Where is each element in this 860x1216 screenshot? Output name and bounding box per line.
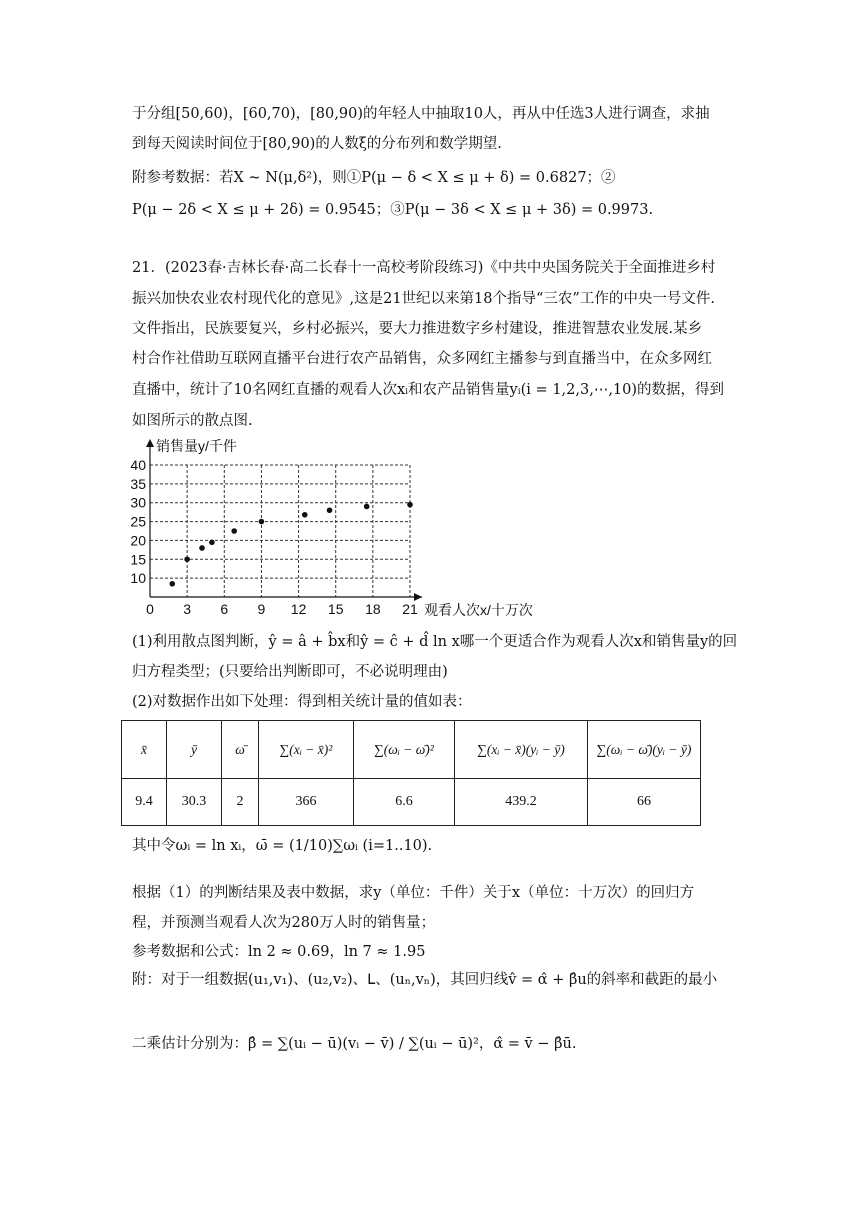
- table-header-cell: ȳ: [167, 721, 222, 779]
- text-line: 附参考数据：若X ~ N(μ,δ²)，则①P(μ − δ < X ≤ μ + δ) = 0.6827；②: [132, 170, 616, 186]
- text-line: 村合作社借助互联网直播平台进行农产品销售，众多网红主播参与到直播当中，在众多网红: [132, 351, 712, 367]
- scatter-point: [302, 512, 308, 518]
- question-21-header: 21．(2023春·吉林长春·高二长春十一高校考阶段练习)《中共中央国务院关于全面推进乡村: [132, 260, 716, 276]
- chart-ticks: [130, 457, 418, 617]
- y-tick-label: 15: [130, 551, 146, 568]
- text-line: 到每天阅读时间位于[80,90)的人数ξ的分布列和数学期望.: [132, 136, 502, 152]
- chart-grid: [150, 465, 410, 597]
- table-cell: 366: [259, 779, 354, 826]
- text-line: 归方程类型；(只要给出判断即可，不必说明理由): [132, 664, 448, 680]
- table-header-cell: ∑(xᵢ − x̄)²: [259, 721, 354, 779]
- table-header-cell: x̄: [122, 721, 167, 779]
- table-header-cell: ∑(ωᵢ − ω̄)(yᵢ − ȳ): [588, 721, 701, 779]
- scatter-point: [231, 528, 237, 534]
- y-axis-label: 销售量y/千件: [156, 438, 237, 454]
- y-axis-arrow: [146, 439, 154, 447]
- x-tick-label: 0: [146, 601, 154, 617]
- statistics-table: [121, 720, 701, 826]
- chart-points: [169, 502, 412, 587]
- text-line: 于分组[50,60)，[60,70)，[80,90)的年轻人中抽取10人，再从中任选3人进行调查，求抽: [132, 106, 710, 122]
- text-line: 振兴加快农业农村现代化的意见》,这是21世纪以来第18个指导“三农”工作的中央一号文件.: [132, 291, 715, 307]
- text-line: P(μ − 2δ < X ≤ μ + 2δ) = 0.9545；③P(μ − 3δ < X ≤ μ + 3δ) = 0.9973.: [132, 202, 654, 218]
- x-tick-label: 18: [365, 601, 381, 617]
- table-row: [122, 779, 701, 826]
- scatter-point: [327, 507, 333, 513]
- y-tick-label: 25: [130, 513, 146, 530]
- scatter-point: [259, 519, 265, 525]
- table-cell: 30.3: [167, 779, 222, 826]
- table-cell: 66: [588, 779, 701, 826]
- table-cell: 2: [222, 779, 259, 826]
- text-line: 文件指出，民族要复兴，乡村必振兴，要大力推进数字乡村建设，推进智慧农业发展.某乡: [132, 321, 703, 337]
- scatter-point: [169, 581, 175, 587]
- text-line: (2)对数据作出如下处理：得到相关统计量的值如表：: [132, 694, 472, 710]
- scatter-point: [184, 556, 190, 562]
- x-axis-label: 观看人次x/十万次: [424, 602, 533, 618]
- text-line: 程，并预测当观看人次为280万人时的销售量；: [132, 915, 436, 931]
- x-tick-label: 12: [290, 601, 307, 617]
- text-line: 如图所示的散点图.: [132, 413, 253, 429]
- y-tick-label: 35: [130, 475, 146, 492]
- text-line: 参考数据和公式：ln 2 ≈ 0.69，ln 7 ≈ 1.95: [132, 944, 426, 960]
- y-tick-label: 10: [130, 570, 146, 587]
- y-tick-label: 40: [130, 457, 146, 473]
- scatter-point: [364, 504, 370, 510]
- text-line: (1)利用散点图判断，ŷ = â + b̂x和ŷ = ĉ + d̂ ln x哪一个更适合作为观看人次x和销售量y的回: [132, 634, 738, 650]
- x-tick-label: 21: [402, 601, 418, 617]
- table-cell: 6.6: [354, 779, 455, 826]
- text-line: 其中令ωᵢ = ln xᵢ，ω̄ = (1/10)∑ωᵢ (i=1..10).: [132, 838, 433, 854]
- table-header-cell: ∑(xᵢ − x̄)(yᵢ − ȳ): [455, 721, 588, 779]
- x-tick-label: 3: [183, 601, 192, 617]
- text-line: 二乘估计分别为：β̂ = ∑(uᵢ − ū)(vᵢ − v̄) / ∑(uᵢ − ū)²，α̂ = v̄ − β̂ū.: [132, 1036, 577, 1052]
- x-tick-label: 6: [220, 601, 229, 617]
- scatter-point: [199, 545, 205, 551]
- table-header-row: [122, 721, 701, 779]
- text-line: 附：对于一组数据(u₁,v₁)、(u₂,v₂)、ᒪ、(uₙ,vₙ)，其回归线v̂ = α̂ + β̂u的斜率和截距的最小: [132, 972, 718, 988]
- table-cell: 439.2: [455, 779, 588, 826]
- scatter-point: [209, 540, 215, 546]
- text-line: 直播中，统计了10名网红直播的观看人次xᵢ和农产品销售量yᵢ(i = 1,2,3,⋯,10)的数据，得到: [132, 382, 725, 398]
- y-tick-label: 20: [130, 532, 146, 549]
- x-tick-label: 15: [327, 601, 344, 617]
- table-cell: 9.4: [122, 779, 167, 826]
- x-tick-label: 9: [257, 601, 266, 617]
- x-axis-arrow: [414, 593, 422, 601]
- scatter-chart: [122, 435, 542, 625]
- text-line: 根据（1）的判断结果及表中数据，求y（单位：千件）关于x（单位：十万次）的回归方: [132, 885, 695, 901]
- table-header-cell: ω̄: [222, 721, 259, 779]
- table-header-cell: ∑(ωᵢ − ω̄)²: [354, 721, 455, 779]
- scatter-point: [407, 502, 413, 508]
- y-tick-label: 30: [130, 494, 146, 511]
